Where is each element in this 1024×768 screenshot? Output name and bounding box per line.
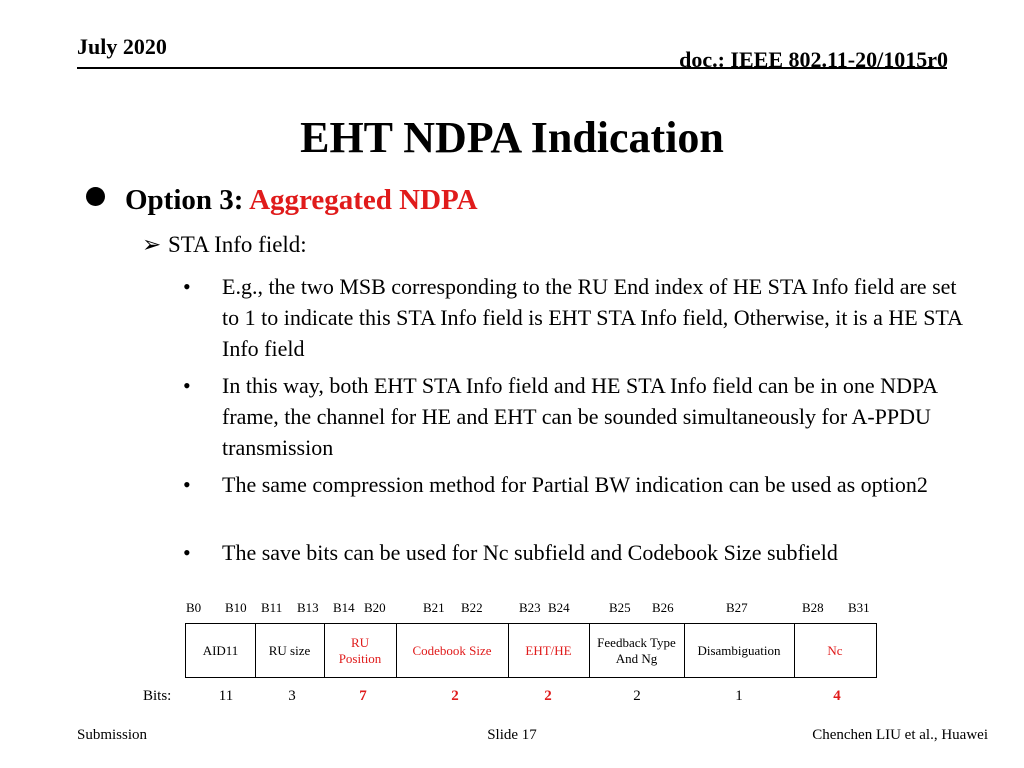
bit-count-ru-position: 7 bbox=[359, 688, 367, 704]
field-cell-aid11: AID11 bbox=[185, 623, 256, 678]
bits-row-label: Bits: bbox=[143, 688, 172, 704]
bit-label: B26 bbox=[652, 600, 674, 615]
bit-count-disambiguation: 1 bbox=[735, 688, 743, 704]
bit-label: B31 bbox=[848, 600, 870, 615]
bullet-icon: • bbox=[183, 540, 191, 565]
bit-label: B20 bbox=[364, 600, 386, 615]
option-heading bbox=[86, 184, 478, 217]
bit-label: B28 bbox=[802, 600, 824, 615]
bit-label: B22 bbox=[461, 600, 483, 615]
bullet-icon: • bbox=[183, 472, 191, 497]
bit-count-ru-size: 3 bbox=[288, 688, 296, 704]
bit-count-feedback-type: 2 bbox=[633, 688, 641, 704]
field-cell-disambiguation: Disambiguation bbox=[684, 623, 795, 678]
field-cell-ru-size: RU size bbox=[255, 623, 325, 678]
bullet-text: The save bits can be used for Nc subfield and Codebook Size subfield bbox=[222, 540, 838, 565]
bit-label: B25 bbox=[609, 600, 631, 615]
bit-label: B14 bbox=[333, 600, 355, 615]
bit-count-nc: 4 bbox=[833, 688, 841, 704]
field-cell-ru-position: RU Position bbox=[324, 623, 397, 678]
bit-count-codebook-size: 2 bbox=[451, 688, 459, 704]
slide-title: EHT NDPA Indication bbox=[300, 113, 724, 162]
footer-slide-number: Slide 17 bbox=[487, 727, 537, 743]
field-cell-eht-he: EHT/HE bbox=[508, 623, 590, 678]
option-name: Aggregated NDPA bbox=[249, 184, 478, 216]
bullet-icon: • bbox=[183, 274, 191, 299]
bit-label: B10 bbox=[225, 600, 247, 615]
sub-item bbox=[142, 232, 307, 258]
bit-count-eht-he: 2 bbox=[544, 688, 552, 704]
bit-label: B21 bbox=[423, 600, 445, 615]
bullet-text: E.g., the two MSB corresponding to the RU End index of HE STA Info field are set to 1 to indicate this STA Info field is EHT STA Info field, Otherwise, it is a HE STA Info field bbox=[222, 274, 962, 361]
bit-label: B11 bbox=[261, 600, 283, 615]
header-doc-id: doc.: IEEE 802.11-20/1015r0 bbox=[679, 47, 948, 72]
field-cell-feedback-type: Feedback Type And Ng bbox=[589, 623, 685, 678]
bit-label: B0 bbox=[186, 600, 202, 615]
header-divider bbox=[77, 67, 947, 69]
header-date: July 2020 bbox=[77, 34, 167, 59]
bit-label: B13 bbox=[297, 600, 319, 615]
bit-count-aid11: 11 bbox=[218, 688, 234, 704]
bit-label: B23 bbox=[519, 600, 541, 615]
footer-submission: Submission bbox=[77, 727, 148, 743]
bullet-dot-icon bbox=[86, 187, 105, 206]
bullet-icon: • bbox=[183, 373, 191, 398]
sub-item-label: STA Info field: bbox=[168, 232, 307, 257]
bit-label: B27 bbox=[726, 600, 748, 615]
footer-author: Chenchen LIU et al., Huawei bbox=[812, 727, 988, 743]
field-cell-codebook-size: Codebook Size bbox=[396, 623, 509, 678]
option-label: Option 3: bbox=[125, 184, 244, 216]
bullet-text: The same compression method for Partial BW indication can be used as option2 bbox=[222, 472, 928, 497]
bit-label: B24 bbox=[548, 600, 570, 615]
bullet-text: In this way, both EHT STA Info field and HE STA Info field can be in one NDPA frame, the channel for HE and EHT can be sounded simultaneously for A-PPDU transmission bbox=[222, 373, 937, 460]
arrow-bullet-icon: ➢ bbox=[142, 232, 162, 257]
field-cell-nc: Nc bbox=[794, 623, 877, 678]
